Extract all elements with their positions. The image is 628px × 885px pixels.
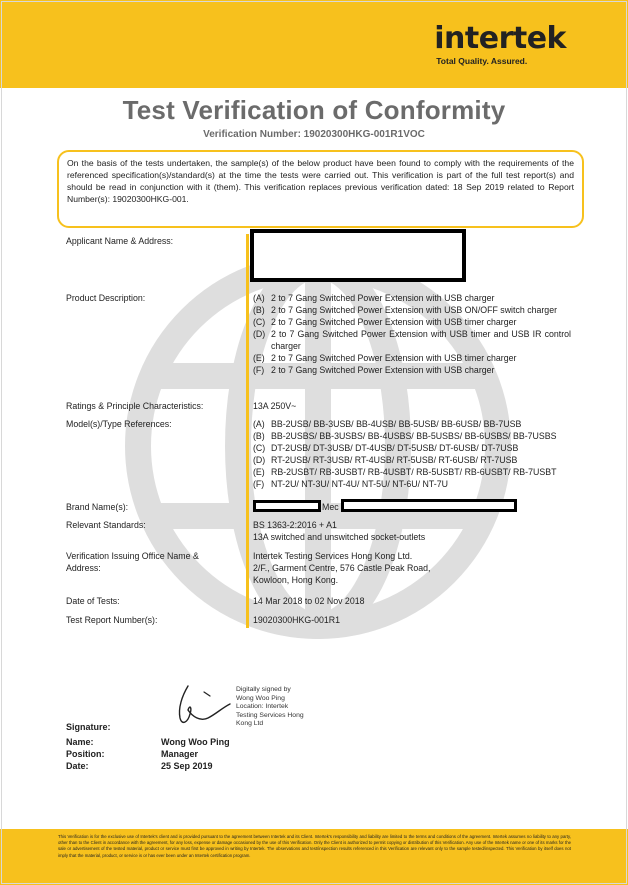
handwritten-signature [170,682,236,730]
model-list [253,418,571,490]
report-value: 19020300HKG-001R1 [253,615,341,625]
list-item: (E) 2 to 7 Gang Switched Power Extension with USB timer charger [253,353,517,363]
dates-label: Date of Tests: [66,596,120,606]
dates-value: 14 Mar 2018 to 02 Nov 2018 [253,596,365,606]
ratings-value: 13A 250V~ [253,401,297,411]
brand-label: Brand Name(s): [66,502,129,512]
product-list [253,292,571,376]
signature-label: Signature: [66,722,111,732]
list-item: (C) DT-2USB/ DT-3USB/ DT-4USB/ DT-5USB/ DT-6USB/ DT-7USB [253,443,519,453]
office-line: Intertek Testing Services Hong Kong Ltd. [253,551,413,561]
list-item: (A) 2 to 7 Gang Switched Power Extension with USB charger [253,293,495,303]
footer-disclaimer: This Verification is for the exclusive use of Intertek's client and is provided pursuant to the agreement between Intertek and its Client. Intertek's responsibility and liability are limited to the terms and conditions of the agreement. Intertek assumes no liability to any party, other than to the Client in accordance with the agreement, for any loss, expense or damage occasioned by the use of this Verification. Only the Client is authorized to permit copying or distribution of this Verification. Any use of the Intertek name or one of its marks for the sale or advertisement of the tested material, product or service must first be approved in writing by Intertek. The observations and test/inspection results referenced in this Verification are relevant only to the sample tested/inspected. This Verification by itself does not imply that the material, product, or service is or has ever been under an Intertek certification program. [58,834,571,858]
document-title: Test Verification of Conformity [122,95,506,125]
list-item: (F) NT-2U/ NT-3U/ NT-4U/ NT-5U/ NT-6U/ NT-7U [253,479,448,489]
ratings-label: Ratings & Principle Characteristics: [66,401,204,411]
position-label: Position: [66,749,105,759]
office-address [253,550,571,586]
list-item: (C) 2 to 7 Gang Switched Power Extension with USB timer charger [253,317,517,327]
office-line: 2/F., Garment Centre, 576 Castle Peak Road, [253,563,431,573]
list-item: (E) RB-2USBT/ RB-3USBT/ RB-4USBT/ RB-5USBT/ RB-6USBT/ RB-7USBT [253,467,557,477]
column-divider [246,234,249,628]
position-value: Manager [161,749,199,759]
brand-fragment: Mec [322,502,339,512]
digital-signature-note: Digitally signed by Wong Woo Ping Location: Intertek Testing Services Hong Kong Ltd [236,686,304,727]
verification-number: Verification Number: 19020300HKG-001R1VOC [203,129,425,140]
report-label: Test Report Number(s): [66,615,158,625]
list-item: (D) 2 to 7 Gang Switched Power Extension with USB timer and USB IR control charger [253,329,571,351]
standard-code: BS 1363-2:2016 + A1 [253,520,337,530]
product-label: Product Description: [66,293,146,303]
list-item: (A) BB-2USB/ BB-3USB/ BB-4USB/ BB-5USB/ BB-6USB/ BB-7USB [253,419,522,429]
logo-tagline: Total Quality. Assured. [436,56,528,66]
standards-value [253,519,571,543]
logo-wordmark: intertek [434,21,566,56]
date-value: 25 Sep 2019 [161,761,213,771]
office-label: Verification Issuing Office Name & Address: [66,551,199,573]
standards-label: Relevant Standards: [66,520,146,530]
office-line: Kowloon, Hong Kong. [253,575,339,585]
intro-statement: On the basis of the tests undertaken, the sample(s) of the below product have been found to comply with the requirements of the referenced specification(s)/standard(s) at the time the tests were carried out. This verification is part of the full test report(s) and should be read in conjunction with it (them). This verification replaces previous verification dated: 18 Sep 2019 related to Report Number(s): 19020300HKG-001. [57,150,584,228]
applicant-label: Applicant Name & Address: [66,236,174,246]
brand-redaction-2 [341,499,517,512]
standard-title: 13A switched and unswitched socket-outlets [253,532,426,542]
intertek-logo [434,21,566,66]
name-value: Wong Woo Ping [161,737,230,747]
brand-redaction-1 [253,500,321,512]
list-item: (F) 2 to 7 Gang Switched Power Extension with USB charger [253,365,495,375]
applicant-redaction [250,229,466,282]
list-item: (B) 2 to 7 Gang Switched Power Extension with USB ON/OFF switch charger [253,305,558,315]
models-label: Model(s)/Type References: [66,419,172,429]
date-label: Date: [66,761,89,771]
list-item: (D) RT-2USB/ RT-3USB/ RT-4USB/ RT-5USB/ RT-6USB/ RT-7USB [253,455,518,465]
list-item: (B) BB-2USBS/ BB-3USBS/ BB-4USBS/ BB-5USBS/ BB-6USBS/ BB-7USBS [253,431,557,441]
name-label: Name: [66,737,94,747]
